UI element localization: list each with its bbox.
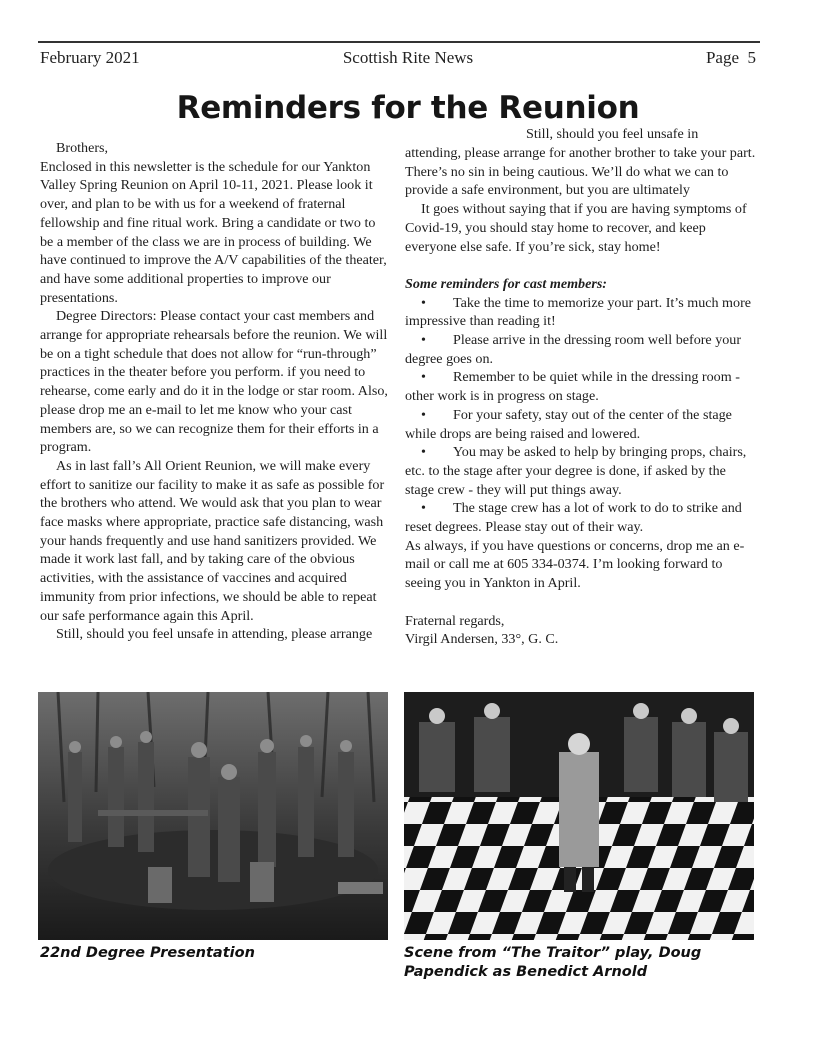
- paragraph-symptoms: It goes without saying that if you are having symptoms of Covid-19, you should stay home to recover, and keep everyone else safe. If you’re sick, stay home!: [405, 201, 747, 255]
- list-item-text: You may be asked to help by bringing props, chairs, etc. to the stage after your degree is done, if asked by the stage crew - they will put things away.: [405, 444, 747, 498]
- article-title: Reminders for the Reunion: [176, 90, 640, 126]
- issue-date: February 2021: [40, 48, 140, 67]
- bullet-icon: •: [421, 294, 426, 311]
- bullet-icon: •: [421, 444, 426, 461]
- bullet-icon: •: [421, 406, 426, 423]
- list-item-text: The stage crew has a lot of work to do to strike and reset degrees. Please stay out of their way.: [405, 500, 742, 536]
- bullet-icon: •: [421, 369, 426, 386]
- photo-the-traitor: [404, 692, 754, 940]
- reminders-heading: Some reminders for cast members:: [405, 275, 607, 292]
- signature: Virgil Andersen, 33°, G. C.: [405, 631, 559, 648]
- signoff: Fraternal regards,: [405, 612, 505, 629]
- paragraph-unsafe-text: Still, should you feel unsafe in attending, please arrange: [56, 626, 373, 643]
- list-item: [405, 294, 757, 331]
- header-rule: [38, 41, 760, 43]
- list-item-text: For your safety, stay out of the center of the stage while drops are being raised and lowered.: [405, 406, 732, 442]
- paragraph-unsafe-continued: [405, 125, 757, 200]
- bullet-icon: •: [421, 332, 426, 349]
- list-item: [405, 499, 757, 536]
- list-item-text: Remember to be quiet while in the dressing room - other work is in progress on stage.: [405, 369, 740, 405]
- paragraph-safety: As in last fall’s All Orient Reunion, we will make every effort to sanitize our facility to make it as safe as possible for the brothers who attend. We would ask that you plan to wear face masks where appropriate, practice safe distancing, wash your hands frequently and use hand sanitizers provided. We made it work last fall, and by taking care of the obvious activities, with the assistance of vaccines and acquired immunity from prior infections, we should be able to repeat our safe performance again this April.: [40, 457, 385, 624]
- paragraph-unsafe-text-cont: Still, should you feel unsafe in attending, please arrange for another brother to take your part. There’s no sin in being cautious. We’ll do what we can to provide a safe environment, but you are ultimately: [405, 126, 756, 199]
- photo-caption-left: 22nd Degree Presentation: [40, 945, 255, 961]
- paragraph-closing: As always, if you have questions or concerns, drop me an e-mail or call me at 605 334-0374. I’m looking forward to seeing you in Yankton in April.: [405, 537, 745, 592]
- photo-22nd-degree-image: [38, 692, 388, 940]
- photo-22nd-degree: [38, 692, 388, 940]
- salutation: Brothers,: [56, 140, 109, 156]
- page-number: Page 5: [705, 48, 756, 67]
- list-item: [405, 443, 757, 499]
- list-item: [405, 331, 757, 368]
- article-column-right: [405, 126, 757, 649]
- list-item-text: Please arrive in the dressing room well before your degree goes on.: [405, 332, 742, 367]
- bullet-icon: •: [421, 500, 426, 517]
- publication-name: Scottish Rite News: [342, 48, 474, 67]
- photo-caption-right: Scene from “The Traitor” play, Doug Papendick as Benedict Arnold: [404, 945, 702, 980]
- article-column-left: [40, 139, 390, 644]
- list-item: [405, 406, 757, 443]
- list-item-text: Take the time to memorize your part. It’s much more impressive than reading it!: [405, 294, 752, 330]
- list-item: [405, 368, 757, 405]
- paragraph-unsafe: [40, 625, 390, 644]
- photo-the-traitor-image: [404, 692, 754, 940]
- paragraph-degree-directors: Degree Directors: Please contact your cast members and arrange for appropriate rehearsals before the reunion. We will be on a tight schedule that does not allow for “run-through” practices in the theater before you perform. if you need to rehearse, come early and do it in the lodge or star room. Also, please drop me an e-mail to let me know who your cast members are, so we can recognize them for their efforts in a program.: [40, 308, 388, 456]
- paragraph-intro: Enclosed in this newsletter is the schedule for our Yankton Valley Spring Reunion on April 10-11, 2021. Please look it over, and plan to be with us for a weekend of fraternal fellowship and fine ritual work. Bring a candidate or two to be a member of the class we are in process of building. We have continued to improve the A/V capabilities of the theater, and have some additional properties to improve our presentations.: [40, 158, 387, 306]
